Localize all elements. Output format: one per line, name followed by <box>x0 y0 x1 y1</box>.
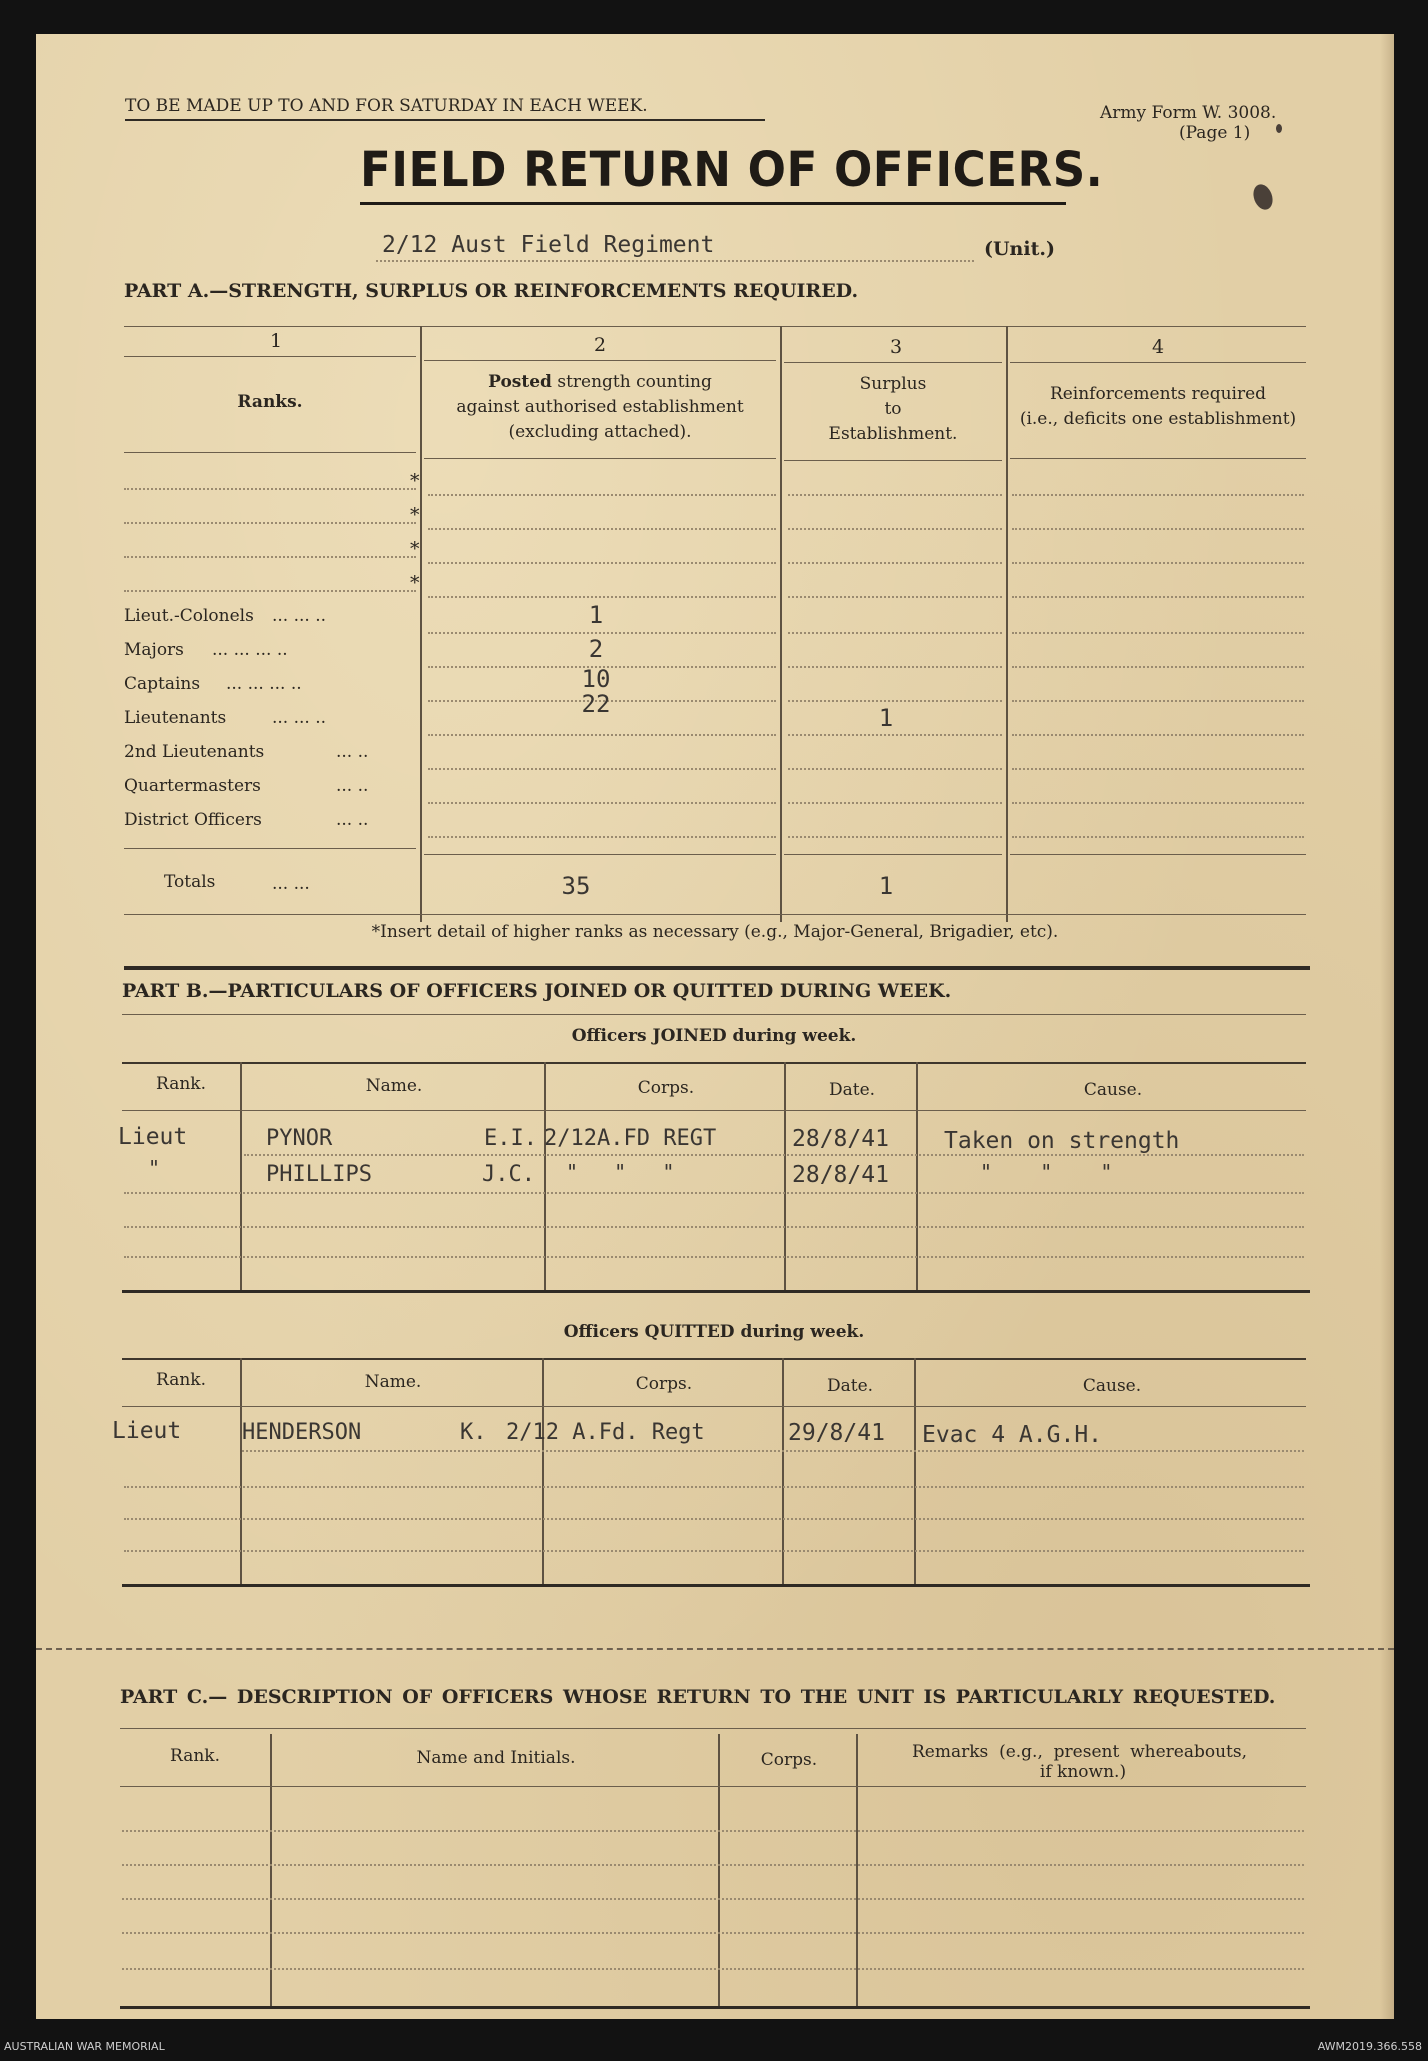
surplus-row-line <box>788 632 1002 634</box>
part-c-row-line <box>122 1898 1304 1900</box>
blank-rank-line <box>124 488 416 490</box>
rule <box>122 1110 1306 1111</box>
blank-rank-line <box>124 522 416 524</box>
form-page <box>36 34 1394 2019</box>
quitted-row-line <box>242 1450 1304 1452</box>
instruction-underline <box>125 119 765 121</box>
posted-header-bold: Posted <box>488 372 552 392</box>
rank-leader-dots: ... ... .. <box>272 606 327 626</box>
punch-mark <box>1276 124 1282 133</box>
totals-leader-dots: ... ... <box>272 874 310 894</box>
quitted-bottom-rule <box>122 1584 1310 1587</box>
quitted-col-cause: Cause. <box>1082 1376 1142 1396</box>
surplus-header-line1: Surplus <box>859 374 927 394</box>
footnote: *Insert detail of higher ranks as necessary (e.g., Major-General, Brigadier, etc). <box>371 922 1059 942</box>
posted-row-line <box>428 632 776 634</box>
surplus-lieutenants: 1 <box>878 704 894 732</box>
rule <box>124 914 1306 915</box>
rule <box>784 460 1002 461</box>
reinforcements-header-line1: Reinforcements required <box>1049 384 1267 404</box>
rank-label-quartermasters: Quartermasters <box>124 776 261 796</box>
tear-line <box>36 1648 1394 1650</box>
joined-row-rank: " <box>148 1156 161 1180</box>
reinforcements-header-line2: (i.e., deficits one establishment) <box>1019 409 1297 429</box>
joined-row-line <box>244 1154 1304 1156</box>
rule <box>124 356 416 357</box>
totals-posted: 35 <box>561 872 591 900</box>
ranks-header: Ranks. <box>237 392 303 412</box>
asterisk: * <box>410 470 420 492</box>
reinforcement-row-line <box>1012 768 1304 770</box>
posted-row-line <box>428 528 776 530</box>
part-c-row-line <box>122 1968 1304 1970</box>
posted-lieut-colonels: 1 <box>588 601 604 629</box>
joined-row-rank: Lieut <box>118 1124 188 1150</box>
part-a-heading: PART A.—STRENGTH, SURPLUS OR REINFORCEMENTS REQUIRED. <box>124 280 859 302</box>
surplus-row-line <box>788 528 1002 530</box>
quitted-row-line <box>124 1550 1304 1552</box>
instruction-text: TO BE MADE UP TO AND FOR SATURDAY IN EACH WEEK. <box>125 96 648 116</box>
page-number: (Page 1) <box>1179 123 1251 143</box>
joined-row-cause: " " " <box>980 1160 1113 1184</box>
rule <box>424 854 776 855</box>
archive-reference: AWM2019.366.558 <box>1317 2040 1422 2053</box>
unit-label: (Unit.) <box>984 238 1055 260</box>
joined-row-name: PYNOR <box>266 1126 333 1151</box>
asterisk: * <box>410 572 420 594</box>
joined-col-corps: Corps. <box>637 1078 695 1098</box>
joined-row-name: PHILLIPS <box>266 1162 372 1187</box>
joined-row-initials: J.C. <box>482 1162 535 1187</box>
posted-row-line <box>428 596 776 598</box>
part-a-col-divider <box>1006 326 1008 922</box>
joined-row-corps: " " " <box>566 1160 675 1184</box>
totals-label: Totals <box>164 872 216 892</box>
unit-dotline <box>376 260 974 262</box>
page-title: FIELD RETURN OF OFFICERS. <box>360 142 1104 198</box>
part-c-col-rank: Rank. <box>170 1746 220 1766</box>
surplus-row-line <box>788 836 1002 838</box>
surplus-row-line <box>788 768 1002 770</box>
part-c-bottom-rule <box>120 2006 1310 2009</box>
quitted-col-name: Name. <box>364 1372 422 1392</box>
rank-label-lieutenants: Lieutenants <box>124 708 227 728</box>
posted-row-line <box>428 768 776 770</box>
surplus-row-line <box>788 734 1002 736</box>
joined-heading: Officers JOINED during week. <box>571 1026 857 1046</box>
reinforcement-row-line <box>1012 734 1304 736</box>
joined-bottom-rule <box>122 1290 1310 1293</box>
col-number-2: 2 <box>593 334 607 356</box>
joined-row-line <box>124 1256 1304 1258</box>
part-c-col-divider <box>718 1734 720 2006</box>
rule <box>1010 458 1306 459</box>
rule <box>120 1728 1306 1729</box>
joined-col-cause: Cause. <box>1083 1080 1143 1100</box>
rule <box>784 854 1002 855</box>
page-edge-shadow <box>1380 34 1394 2019</box>
rank-label-majors: Majors <box>124 640 184 660</box>
surplus-row-line <box>788 494 1002 496</box>
blank-rank-line <box>124 556 416 558</box>
asterisk: * <box>410 504 420 526</box>
reinforcement-row-line <box>1012 562 1304 564</box>
reinforcement-row-line <box>1012 632 1304 634</box>
surplus-row-line <box>788 700 1002 702</box>
quitted-row-rank: Lieut <box>112 1418 182 1444</box>
part-c-col-divider <box>856 1734 858 2006</box>
part-a-col-divider <box>780 326 782 922</box>
col-number-4: 4 <box>1151 336 1165 358</box>
surplus-row-line <box>788 802 1002 804</box>
joined-row-initials: E.I. <box>484 1126 537 1151</box>
joined-row-cause: Taken on strength <box>944 1128 1180 1154</box>
joined-row-corps: 2/12A.FD REGT <box>544 1126 717 1151</box>
rule <box>124 848 416 849</box>
part-a-bottom-rule <box>124 966 1310 970</box>
surplus-header <box>784 372 1002 447</box>
rule <box>122 1406 1306 1407</box>
reinforcement-row-line <box>1012 666 1304 668</box>
quitted-col-date: Date. <box>826 1376 874 1396</box>
part-c-col-remarks: Remarks (e.g., present whereabouts, <box>912 1742 1248 1762</box>
part-c-col-corps: Corps. <box>760 1750 818 1770</box>
blank-rank-line <box>124 590 416 592</box>
quitted-col-corps: Corps. <box>635 1374 693 1394</box>
archive-credit: AUSTRALIAN WAR MEMORIAL <box>4 2040 165 2053</box>
asterisk: * <box>410 538 420 560</box>
joined-row-date: 28/8/41 <box>792 1162 889 1188</box>
posted-header-rest: strength counting <box>557 372 712 392</box>
joined-row-line <box>124 1192 1304 1194</box>
part-c-row-line <box>122 1864 1304 1866</box>
rank-leader-dots: ... ... ... .. <box>212 640 288 660</box>
rank-leader-dots: ... .. <box>336 810 369 830</box>
quitted-row-corps: 2/12 A.Fd. Regt <box>506 1420 705 1445</box>
quitted-row-line <box>124 1486 1304 1488</box>
posted-header-line3: (excluding attached). <box>508 422 692 442</box>
posted-row-line <box>428 494 776 496</box>
quitted-heading: Officers QUITTED during week. <box>563 1322 865 1342</box>
reinforcement-row-line <box>1012 528 1304 530</box>
posted-row-line <box>428 734 776 736</box>
posted-header <box>424 370 776 445</box>
posted-row-line <box>428 802 776 804</box>
rank-leader-dots: ... ... ... .. <box>226 674 302 694</box>
rule <box>122 1014 1306 1015</box>
part-c-col-divider <box>270 1734 272 2006</box>
part-a-col-divider <box>420 326 422 922</box>
col-number-3: 3 <box>889 336 903 358</box>
posted-row-line <box>428 562 776 564</box>
rule <box>122 1062 1306 1064</box>
surplus-row-line <box>788 666 1002 668</box>
rank-label-lieut-colonels: Lieut.-Colonels <box>124 606 254 626</box>
surplus-header-line3: Establishment. <box>828 424 958 444</box>
reinforcement-row-line <box>1012 596 1304 598</box>
posted-header-line2: against authorised establishment <box>456 397 744 417</box>
rank-leader-dots: ... .. <box>336 776 369 796</box>
surplus-row-line <box>788 596 1002 598</box>
rule <box>1010 362 1306 363</box>
totals-surplus: 1 <box>878 872 894 900</box>
surplus-row-line <box>788 562 1002 564</box>
rank-label-captains: Captains <box>124 674 201 694</box>
col-number-1: 1 <box>269 330 283 352</box>
form-number: Army Form W. 3008. <box>1100 103 1277 123</box>
part-c-col-remarks-line2: if known.) <box>1039 1762 1127 1782</box>
quitted-row-cause: Evac 4 A.G.H. <box>922 1422 1103 1448</box>
quitted-row-date: 29/8/41 <box>788 1420 885 1446</box>
rank-label-district-officers: District Officers <box>124 810 262 830</box>
part-a-top-rule <box>124 326 1306 327</box>
reinforcements-header <box>1010 382 1306 432</box>
part-b-heading: PART B.—PARTICULARS OF OFFICERS JOINED OR QUITTED DURING WEEK. <box>122 980 952 1002</box>
rank-label-2nd-lieutenants: 2nd Lieutenants <box>124 742 265 762</box>
part-c-row-line <box>122 1932 1304 1934</box>
quitted-row-line <box>124 1518 1304 1520</box>
quitted-row-name: HENDERSON <box>242 1420 362 1445</box>
unit-value: 2/12 Aust Field Regiment <box>382 232 715 258</box>
rank-leader-dots: ... .. <box>336 742 369 762</box>
part-c-col-name: Name and Initials. <box>416 1748 576 1768</box>
posted-row-line <box>428 836 776 838</box>
joined-row-line <box>124 1226 1304 1228</box>
reinforcement-row-line <box>1012 802 1304 804</box>
joined-col-date: Date. <box>828 1080 876 1100</box>
quitted-col-rank: Rank. <box>156 1370 206 1390</box>
reinforcement-row-line <box>1012 494 1304 496</box>
reinforcement-row-line <box>1012 836 1304 838</box>
surplus-header-line2: to <box>884 399 902 419</box>
quitted-row-initials: K. <box>460 1420 487 1445</box>
posted-captains: 10 <box>581 665 611 693</box>
part-c-heading: PART C.— DESCRIPTION OF OFFICERS WHOSE RETURN TO THE UNIT IS PARTICULARLY REQUESTED. <box>120 1686 1276 1708</box>
punch-hole <box>1250 182 1276 213</box>
rule <box>124 452 416 453</box>
rule <box>1010 854 1306 855</box>
joined-col-name: Name. <box>365 1076 423 1096</box>
part-c-row-line <box>122 1830 1304 1832</box>
title-underline <box>360 202 1066 205</box>
rule <box>424 360 776 361</box>
rule <box>424 458 776 459</box>
reinforcement-row-line <box>1012 700 1304 702</box>
joined-row-date: 28/8/41 <box>792 1126 889 1152</box>
rank-leader-dots: ... ... .. <box>272 708 327 728</box>
posted-majors: 2 <box>588 635 604 663</box>
posted-lieutenants: 22 <box>581 690 611 718</box>
rule <box>120 1786 1306 1787</box>
rule <box>784 362 1002 363</box>
joined-col-rank: Rank. <box>156 1074 206 1094</box>
rule <box>122 1358 1306 1360</box>
